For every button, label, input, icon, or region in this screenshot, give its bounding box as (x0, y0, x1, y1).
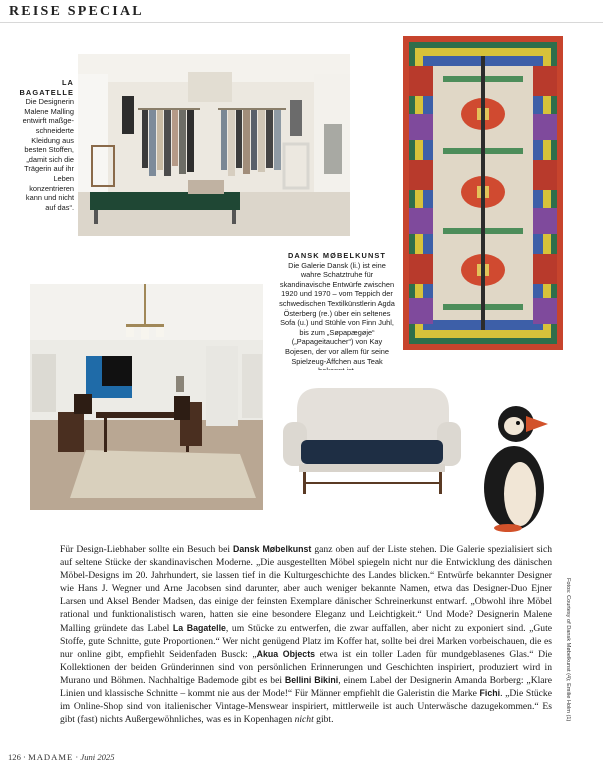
article-body (60, 543, 552, 726)
brand-bellini-bikini: Bellini Bikini (284, 674, 339, 685)
photo-credit-text: Fotos: Courtesy of Dansk Møbelkunst (4); Emilie Holm (1) (565, 578, 571, 722)
rug-photo (403, 36, 563, 350)
issue-date: Juni 2025 (80, 752, 115, 762)
photo-credit (561, 578, 573, 758)
footer-separator: · (73, 752, 81, 762)
gallery-room-photo (30, 284, 263, 510)
boutique-interior-photo (78, 54, 350, 236)
footer-separator: · (20, 752, 29, 762)
brand-akua-objects: Akua Objects (256, 648, 316, 659)
brand-la-bagatelle: La Bagatelle (172, 622, 226, 633)
caption-title: LA BAGATELLE (19, 78, 74, 97)
caption-text: Die Designerin Malene Malling entwirft maßgeschneiderte Kleidung aus besten Stoffen, „damit sich die Trägerin auf ihr Leben konzentrieren kann und nicht auf das“. (22, 97, 74, 212)
body-text-segment: . „Die Stücke im Online-Shop sind von italienischer Vintage-Menswear inspiriert, mittlerweile ist auch Unterwäsche dazugekommen.“ Es gibt (fast) nichts Außergewöhnliches, was es in Kopenhagen (60, 688, 552, 726)
page-number: 126 (8, 752, 21, 762)
page-footer (8, 752, 115, 762)
brand-dansk-mobelkunst: Dansk Møbelkunst (233, 544, 312, 554)
header-divider (0, 22, 603, 23)
body-text-segment: , um Stücke zu entwerfen, die zwar auffallen, aber nicht zu exponiert sind. „Gute Stoffe, gute Schnitte, gute Proportionen.“ Wer nicht genügend Platz im Koffer hat, sollte bei drei Marken vorbeischauen, die es nur online gibt, empfiehlt Seidenfaden Busck: „ (60, 622, 553, 660)
magazine-name: MADAME (28, 752, 74, 762)
puffin-figure-photo (468, 396, 560, 536)
section-header: REISE SPECIAL (9, 4, 144, 19)
caption-la-bagatelle (18, 78, 74, 212)
body-text-segment: Für Design-Liebhaber sollte ein Besuch bei (60, 544, 234, 555)
caption-text: Die Galerie Dansk (li.) ist eine wahre Schatztruhe für skandinavische Entwürfe zwischen 1920 und 1970 – vom Teppich der schwedischen Textilkünstlerin Agda Österberg (re.) über ein seltenes Sofa (u.) und Stühle von Finn Juhl, bis zum „Søpapægøje“ („Papageitaucher“) von Kay Bojesen, der vor allem für seine Spielzeug-Äffchen aus Teak (279, 260, 395, 366)
caption-title: DANSK MØBELKUNST (287, 251, 387, 260)
body-text-segment: , einem Label der Designerin Amanda Borberg: „Klare Linien und klassische Schnitte – kommt nie aus der Mode!“ Für Männer empfiehlt die Galeristin die Marke (60, 674, 552, 700)
emphasis-text: nicht (294, 714, 314, 726)
body-text-segment: gibt. (313, 714, 334, 726)
body-text-segment: etwa ist ein toller Laden für mundgeblasenes Glas.“ Die Kollektionen der beiden Gründerinnen sind von persönlichen Erinnerungen und Geschichten inspiriert, produziert wird in Murano und Böhmen. Nachhaltige Bademode gibt es bei (60, 648, 552, 686)
sofa-photo (279, 370, 465, 506)
brand-fichi: Fichi (479, 688, 501, 699)
caption-dansk-mobelkunst (278, 251, 396, 376)
body-text-segment: ganz oben auf der Liste stehen. Die Galerie spezialisiert sich auf seltene Stücke der skandinavischen Moderne. „Die ausgestellten Möbel spiegeln nicht nur die Entwicklung des dänischen Möbel-Designs im 20. Jahrhundert, sie lassen tief in die Kulturgeschichte des Landes blicken.“ Entwürfe bekannter Designer wie Hans J. Wegner und Arne Jacobsen sind darunter, aber auch weniger bekannte Namen, etwa das Designer-Duo Ejner Larsen und Aksel Bender Madsen, das einige der feinsten Exemplare dänischer Schreinerkunst entwarf. „Obwohl ihre Möbel rational und funktionalistisch waren, hatten sie eine besondere Eleganz und Leichtigkeit.“ Und Mode? Designerin Malene Malling gründete das Label (60, 544, 553, 634)
